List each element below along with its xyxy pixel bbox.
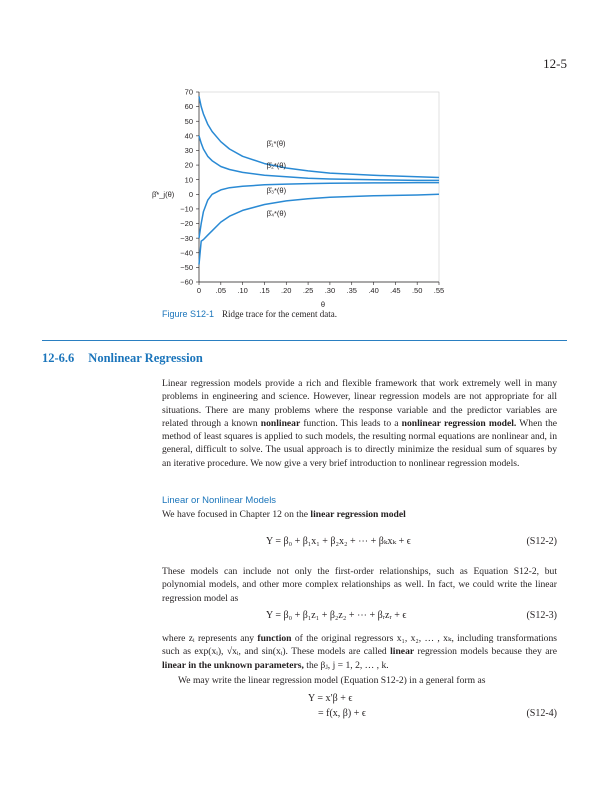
x-tick-label: .35 bbox=[346, 286, 357, 295]
equation-s12-3: Y = β₀ + β₁z₁ + β₂z₂ + ⋯ + βᵣzᵣ + ϵ bbox=[266, 610, 407, 621]
section-title: Nonlinear Regression bbox=[88, 351, 203, 365]
equation-s12-2: Y = β₀ + β₁x₁ + β₂x₂ + ⋯ + βₖxₖ + ϵ bbox=[266, 536, 411, 547]
y-tick-label: 60 bbox=[184, 102, 193, 112]
series-line-4 bbox=[199, 194, 439, 264]
intro-text-c: function. This leads to a bbox=[300, 417, 402, 429]
page-number: 12-5 bbox=[543, 56, 567, 71]
y-tick-label: −40 bbox=[180, 248, 193, 258]
series-line-1 bbox=[199, 96, 439, 177]
intro-bold-nonlinear: nonlinear bbox=[260, 417, 301, 429]
equation-number-s12-4: (S12-4) bbox=[526, 708, 557, 719]
y-tick-label: −50 bbox=[180, 262, 193, 272]
equation-number-s12-2: (S12-2) bbox=[526, 536, 557, 547]
x-axis-label: θ bbox=[320, 300, 326, 309]
subsection-title: Linear or Nonlinear Models bbox=[162, 495, 277, 506]
p4-text-g: the βⱼ, j = 1, 2, … , k. bbox=[303, 659, 389, 671]
x-tick-label: .10 bbox=[237, 286, 248, 295]
intro-text-a: Linear regression models provide a rich and flexible framework that work extremely well in many problems in engineering and science. However, linear regression models are not appropriate for all situations. There are many problems where the response variable and the predictor variables are related through a known bbox=[162, 378, 557, 429]
figure-caption bbox=[162, 309, 337, 319]
subsection-paragraph bbox=[162, 508, 557, 521]
section-divider bbox=[42, 340, 567, 341]
p4-bold-linear: linear bbox=[390, 646, 415, 658]
p4-bold-function: function bbox=[257, 633, 292, 644]
paragraph-3: These models can include not only the first-order relationships, such as Equation S12-2, but polynomial models, and other more complex relationships as well. In fact, we could write the linear regression model as bbox=[162, 566, 557, 604]
intro-paragraph bbox=[162, 377, 557, 470]
y-tick-label: −20 bbox=[180, 219, 193, 229]
y-tick-label: 40 bbox=[184, 131, 193, 141]
subsection-text-a: We have focused in Chapter 12 on the bbox=[162, 509, 311, 520]
paragraph-4 bbox=[162, 632, 557, 672]
y-tick-label: 30 bbox=[184, 146, 193, 156]
series-label-2: β̂₂*(θ) bbox=[266, 161, 286, 170]
x-tick-label: .45 bbox=[390, 286, 401, 295]
x-tick-label: .30 bbox=[324, 286, 336, 295]
paragraph-5: We may write the linear regression model (Equation S12-2) in a general form as bbox=[178, 675, 486, 686]
y-axis-label: β̂*_j(θ) bbox=[152, 189, 175, 199]
x-tick-label: 0 bbox=[196, 286, 202, 295]
x-tick-label: .25 bbox=[302, 286, 314, 295]
x-tick-label: .05 bbox=[215, 286, 227, 295]
equation-number-s12-3: (S12-3) bbox=[526, 610, 557, 621]
figure-label: Figure S12-1 bbox=[162, 309, 215, 319]
p4-text-c: of the original regressors x₁, x₂, … , xₖ, including transformations such as exp(xᵢ), √xᵢ, and sin(xᵢ). These models are called bbox=[162, 633, 557, 658]
series-line-3 bbox=[199, 183, 439, 239]
series-label-4: β̂₄*(θ) bbox=[266, 209, 287, 219]
y-tick-label: 0 bbox=[188, 189, 193, 199]
series-line-2 bbox=[199, 136, 439, 181]
x-tick-label: .40 bbox=[368, 286, 379, 295]
y-tick-label: 70 bbox=[184, 87, 193, 97]
subsection-bold: linear regression model bbox=[310, 509, 406, 520]
series-label-3: β̂₃*(θ) bbox=[266, 185, 287, 195]
y-tick-label: −60 bbox=[180, 277, 193, 287]
section-heading bbox=[42, 351, 203, 366]
p4-bold-params: linear in the unknown parameters, bbox=[162, 659, 304, 671]
y-tick-label: −10 bbox=[180, 204, 193, 214]
figure-caption-text: Ridge trace for the cement data. bbox=[222, 309, 337, 319]
x-tick-label: .15 bbox=[259, 286, 270, 295]
y-tick-label: 50 bbox=[184, 116, 193, 126]
x-tick-label: .20 bbox=[281, 286, 292, 295]
p4-text-e: regression models because they are bbox=[414, 646, 557, 658]
ridge-trace-chart bbox=[150, 82, 450, 312]
p4-text-a: where zᵢ represents any bbox=[162, 633, 258, 644]
x-tick-label: .55 bbox=[433, 286, 445, 295]
y-tick-label: 10 bbox=[184, 175, 193, 185]
intro-text-e: When the method of least squares is applied to such models, the resulting normal equations are nonlinear and, in general, difficult to solve. The usual approach is to directly minimize the residual sum of squares by an iterative procedure. We now give a very brief introduction to nonlinear regression models. bbox=[162, 417, 557, 469]
equation-s12-4-line1: Y = x′β + ϵ bbox=[308, 693, 353, 704]
section-number: 12-6.6 bbox=[42, 351, 75, 365]
series-label-1: β̂₁*(θ) bbox=[266, 139, 286, 149]
chart-svg bbox=[150, 82, 450, 312]
intro-bold-model: nonlinear regression model. bbox=[401, 417, 517, 429]
y-tick-label: 20 bbox=[184, 160, 193, 170]
equation-s12-4-line2: = f(x, β) + ϵ bbox=[318, 708, 366, 719]
x-tick-label: .50 bbox=[411, 286, 423, 295]
y-tick-label: −30 bbox=[180, 233, 193, 243]
